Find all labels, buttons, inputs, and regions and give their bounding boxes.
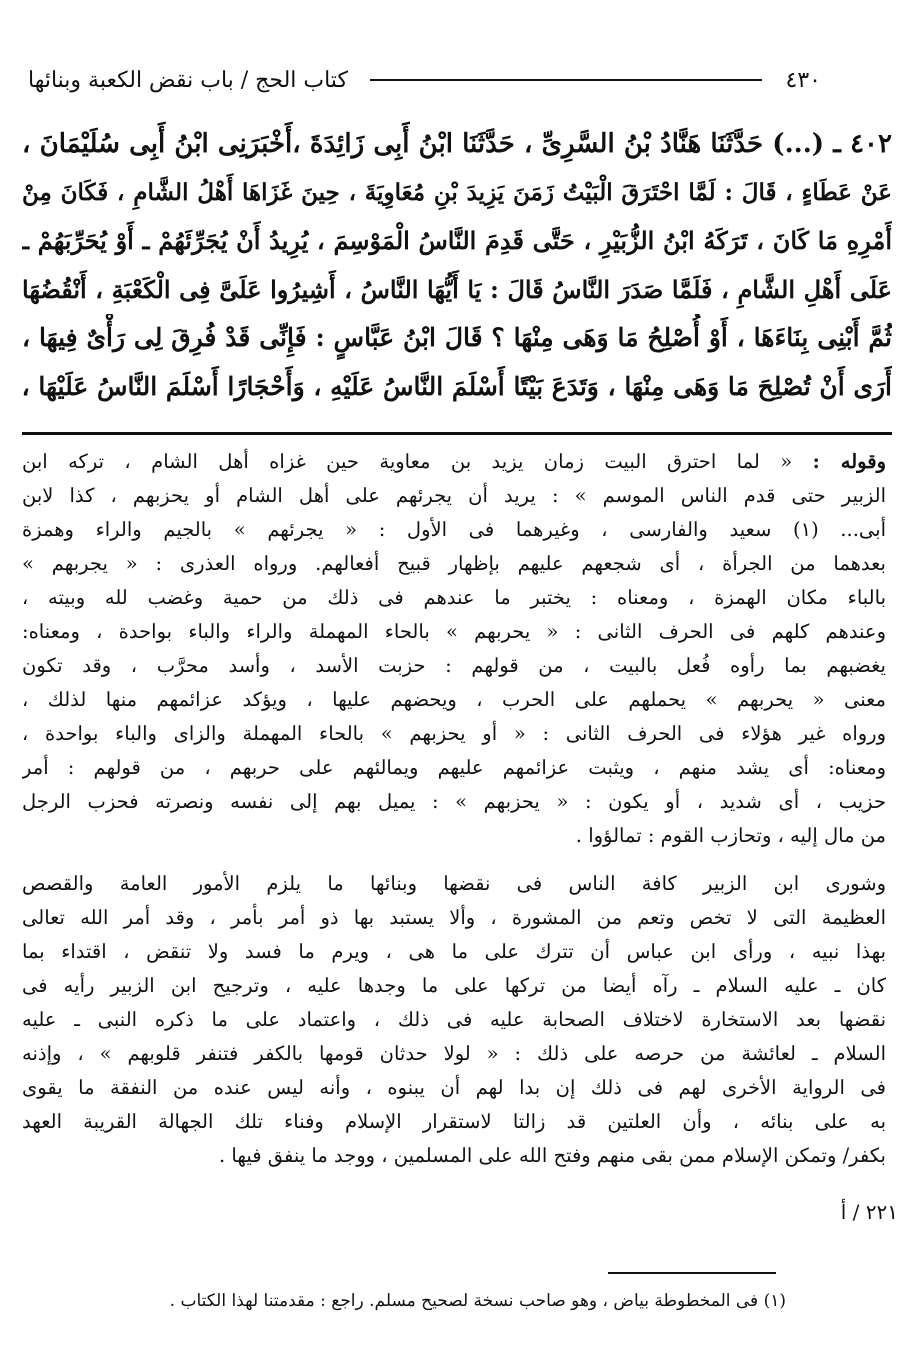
commentary-line: به على بنائه ، وأن العلتين قد زالتا لاستقرار الإسلام وفناء تلك الجهالة القريبة العهد <box>22 1110 886 1133</box>
running-header <box>28 60 821 100</box>
commentary-line: ومعناه: أى يشد منهم ، ويثبت عزائمهم عليهم ويمالئهم على حربهم ، من قولهم : أمر <box>22 756 886 779</box>
commentary-line-text: « لما احترق البيت زمان يزيد بن معاوية حين غزاه أهل الشام ، تركه ابن <box>22 450 793 473</box>
commentary-lead-word: وقوله : <box>812 450 886 473</box>
hadith-line: أَرَى أَنْ تُصْلِحَ مَا وَهَى مِنْهَا ، وَتَدَعَ بَيْتًا أَسْلَمَ النَّاسُ عَلَيْهِ ، وَأَحْجَارًا أَسْلَمَ النَّاسُ عَلَيْهَا ، <box>22 371 892 401</box>
hadith-line: أَمْرِهِ مَا كَانَ ، تَرَكَهُ ابْنُ الزُّبَيْرِ ، حَتَّى قَدِمَ النَّاسُ الْمَوْسِمَ ، يُرِيدُ أَنْ يُجَرِّئَهُمْ ـ أَوْ يُحَرِّبَهُمْ ـ <box>22 226 892 255</box>
hadith-line: ٤٠٢ ـ (...) حَدَّثَنَا هَنَّادُ بْنُ السَّرِىِّ ، حَدَّثَنَا ابْنُ أَبِى زَائِدَةَ ،أَخْبَرَنِى ابْنُ أَبِى سُلَيْمَانَ ، <box>22 129 892 159</box>
header-rule <box>370 79 762 81</box>
commentary-line: بالباء مكان الهمزة ، ومعناه : يختبر ما عندهم فى ذلك من حمية وغضب لله وبيته ، <box>22 586 886 609</box>
commentary-line: ورواه غير هؤلاء فى الحرف الثانى : « أو يحزبهم » بالحاء المهملة والزاى والباء بواحدة ، <box>22 722 886 745</box>
commentary-line: بكفر/ وتمكن الإسلام ممن بقى منهم وفتح الله على المسلمين ، ووجد ما ينفق فيها . <box>219 1144 886 1167</box>
commentary-line <box>22 445 886 479</box>
commentary-line: الزبير حتى قدم الناس الموسم » : يريد أن يجرئهم على أهل الشام أو يحزبهم ، كذا لابن <box>22 484 886 507</box>
commentary-line: بعدهما من الجرأة ، أى شجعهم عليهم بإظهار قبيح أفعالهم. ورواه العذرى : « يجربهم » <box>22 552 886 575</box>
hadith-line: ثُمَّ أَبْنِى بِنَاءَهَا ، أَوْ أُصْلِحُ مَا وَهَى مِنْهَا ؟ قَالَ ابْنُ عَبَّاسٍ : فَإِنِّى قَدْ فُرِقَ لِى رَأْىٌ فِيهَا ، <box>22 323 892 352</box>
hadith-line: عَنْ عَطَاءٍ ، قَالَ : لَمَّا احْتَرَقَ الْبَيْتُ زَمَنَ يَزِيدَ بْنِ مُعَاوِيَةَ ، حِينَ غَزَاهَا أَهْلُ الشَّامِ ، فَكَانَ مِنْ <box>22 178 892 206</box>
section-divider <box>22 432 892 435</box>
commentary-line: حزيب ، أى شديد ، أو يكون : « يحزبهم » : يميل بهم إلى نفسه ونصرته فحزب الرجل <box>22 790 886 813</box>
hadith-line: عَلَى أَهْلِ الشَّامِ ، فَلَمَّا صَدَرَ النَّاسُ قَالَ : يَا أَيُّهَا النَّاسُ ، أَشِيرُوا عَلَىَّ فِى الْكَعْبَةِ ، أَنْقُضُهَا <box>22 274 892 304</box>
commentary-line: وشورى ابن الزبير كافة الناس فى نقضها وبنائها ما يلزم الأمور العامة والقصص <box>22 872 886 895</box>
page-number: ٤٣٠ <box>785 67 821 93</box>
commentary-line: معنى « يحربهم » يحملهم على الحرب ، ويحضهم عليها ، ويؤكد عزائمهم منها لذلك ، <box>22 688 886 711</box>
commentary-line: من مال إليه ، وتحازب القوم : تمالؤوا . <box>575 824 886 847</box>
commentary-line: فى الرواية الأخرى لهم فى ذلك إن بدا لهم أن يبنوه ، وأنه ليس عنده من النفقة ما يقوى <box>22 1076 886 1099</box>
commentary-line: العظيمة التى لا تخص وتعم من المشورة ، وألا يستبد بها ذو أمر بأمر ، وقد أمر الله تعالى <box>22 906 886 929</box>
footnote-divider <box>608 1272 776 1274</box>
manuscript-folio-note: ٢٢١ / أ <box>840 1200 898 1224</box>
commentary-line: وعندهم كلهم فى الحرف الثانى : « يحربهم » بالحاء المهملة والراء والباء بواحدة ، ومعناه: <box>22 620 886 643</box>
commentary-line: كان ـ عليه السلام ـ رآه أيضا من تركها على ما وجدها عليه ، وترجيح ابن الزبير رأيه فى <box>22 974 886 997</box>
commentary-line: نقضها بعد الاستخارة لاختلاف الصحابة عليه فى ذلك ، واعتماد على ما ذكره النبى ـ عليه <box>22 1008 886 1031</box>
commentary-line: السلام ـ لعائشة من حرصه على ذلك : « لولا حدثان قومها بالكفر فتنفر قلوبهم » ، وإذنه <box>22 1042 886 1065</box>
commentary-line: بهذا نبيه ، ورأى ابن عباس أن تترك على ما هى ، ويرم ما فسد ولا تنقض ، اقتداء بما <box>22 940 886 963</box>
footnote: (١) فى المخطوطة بياض ، وهو صاحب نسخة لصحيح مسلم. راجع : مقدمتنا لهذا الكتاب . <box>169 1291 786 1311</box>
commentary-line: يغضبهم بما رأوه فُعل بالبيت ، من قولهم : حزبت الأسد ، وأسد محرَّب ، وقد تكون <box>22 654 886 677</box>
paragraph-gap <box>22 853 886 867</box>
commentary-line: أبى... (١) سعيد والفارسى ، وغيرهما فى الأول : « يجرئهم » بالجيم والراء وهمزة <box>22 518 886 541</box>
commentary-text <box>22 445 886 1173</box>
chapter-title: كتاب الحج / باب نقض الكعبة وبنائها <box>28 67 348 93</box>
hadith-text <box>22 120 892 411</box>
